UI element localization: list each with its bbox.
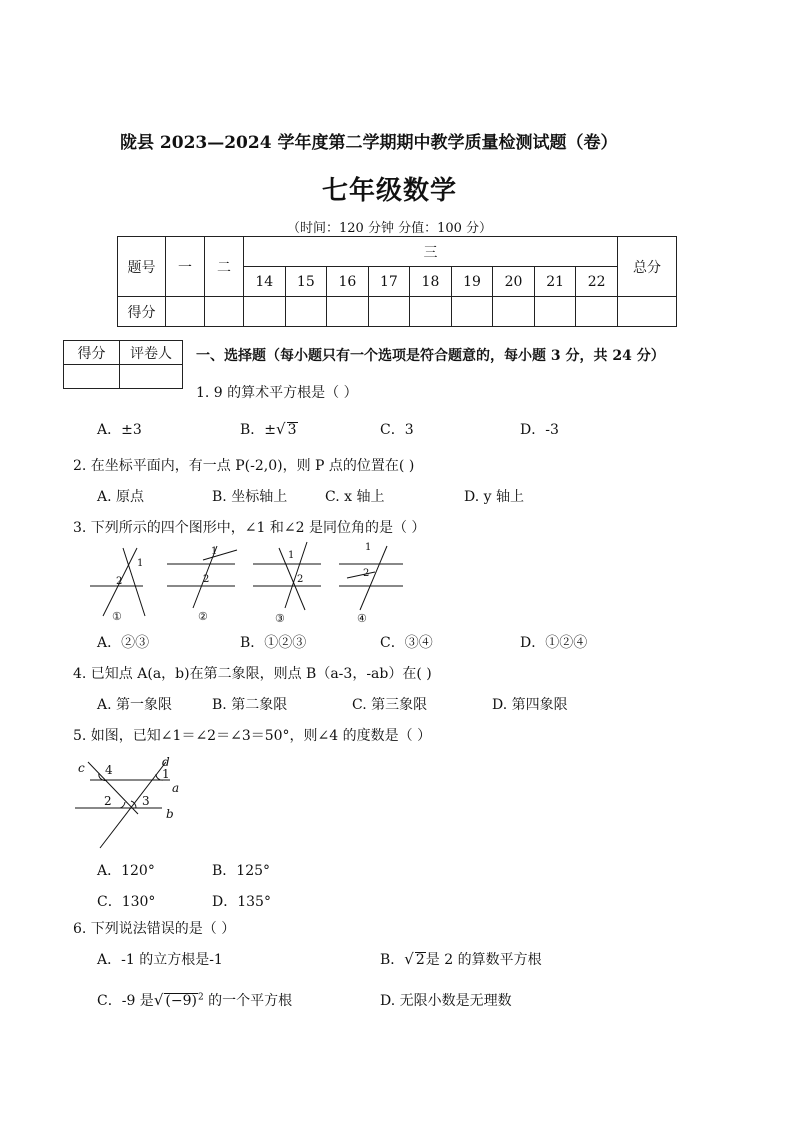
q5-option-d[interactable]: D．135°	[212, 894, 271, 910]
q3-fig3-angle2: 2	[297, 574, 304, 585]
col-sub-20: 20	[493, 267, 535, 297]
score-cell[interactable]	[534, 297, 576, 327]
q3-fig4-angle1: 1	[365, 542, 372, 553]
score-cell[interactable]	[244, 297, 286, 327]
score-cell[interactable]	[576, 297, 618, 327]
score-cell[interactable]	[285, 297, 327, 327]
col-sub-17: 17	[368, 267, 410, 297]
q6-option-b-suffix: 是 2 的算数平方根	[425, 952, 542, 968]
q3-fig3-angle1: 1	[288, 550, 295, 561]
q6-option-c-suffix: 的一个平方根	[203, 993, 293, 1009]
q1-option-b-prefix: B．±	[240, 422, 277, 438]
grader-box	[63, 340, 183, 389]
question-number-label: 题号	[118, 237, 166, 297]
q3-fig1-angle1: 1	[137, 558, 144, 569]
col-sub-22: 22	[576, 267, 618, 297]
q6-option-c[interactable]	[97, 990, 292, 1010]
grader-score-label: 得分	[64, 341, 120, 365]
col-sub-16: 16	[327, 267, 369, 297]
q6-option-b-radicand: 2	[415, 952, 425, 968]
q3-option-a[interactable]: A．②③	[97, 635, 150, 651]
q5-angle-1: 1	[162, 767, 170, 781]
score-cell[interactable]	[166, 297, 205, 327]
score-row-label: 得分	[118, 297, 166, 327]
q1-option-a[interactable]: A．±3	[97, 422, 142, 438]
q5-option-b[interactable]: B．125°	[212, 863, 271, 879]
q6-option-a[interactable]: A．-1 的立方根是-1	[97, 952, 223, 968]
q3-fig2-label: ②	[198, 610, 208, 623]
subject-title: 七年级数学	[322, 176, 458, 206]
q2-option-d[interactable]: D. y 轴上	[464, 489, 524, 505]
col-sub-21: 21	[534, 267, 576, 297]
q5-line-b: b	[166, 807, 174, 821]
q2-option-b[interactable]: B. 坐标轴上	[212, 489, 288, 505]
grader-score-cell[interactable]	[64, 365, 120, 389]
q3-fig1-label: ①	[112, 610, 122, 623]
col-sub-19: 19	[451, 267, 493, 297]
q3-stem: 3. 下列所示的四个图形中，∠1 和∠2 是同位角的是（ ）	[73, 520, 426, 536]
col-sub-15: 15	[285, 267, 327, 297]
q5-angle-2: 2	[104, 794, 112, 808]
q5-option-c[interactable]: C．130°	[97, 894, 156, 910]
q4-option-b[interactable]: B. 第二象限	[212, 697, 288, 713]
col-sub-18: 18	[410, 267, 452, 297]
q1-option-b-radicand: 3	[287, 422, 297, 438]
q3-option-b[interactable]: B．①②③	[240, 635, 307, 651]
q5-figure	[70, 752, 190, 852]
q4-option-c[interactable]: C. 第三象限	[352, 697, 428, 713]
col-total: 总分	[618, 237, 677, 297]
score-cell[interactable]	[205, 297, 244, 327]
col-section-1: 一	[166, 237, 205, 297]
score-cell[interactable]	[410, 297, 452, 327]
score-cell[interactable]	[493, 297, 535, 327]
radical-icon: √	[153, 991, 164, 1009]
q6-option-c-exponent: 2	[197, 992, 204, 1003]
q5-stem: 5. 如图，已知∠1＝∠2＝∠3＝50°，则∠4 的度数是（ ）	[73, 728, 432, 744]
col-sub-14: 14	[244, 267, 286, 297]
q2-option-a[interactable]: A. 原点	[97, 489, 145, 505]
q5-angle-3: 3	[142, 794, 150, 808]
radical-icon: √	[404, 950, 414, 968]
q2-stem: 2. 在坐标平面内，有一点 P(-2,0)，则 P 点的位置在( )	[73, 458, 415, 474]
col-section-2: 二	[205, 237, 244, 297]
exam-meta: （时间：120 分钟 分值：100 分）	[287, 221, 493, 236]
q1-option-c[interactable]: C．3	[380, 422, 414, 438]
q6-option-c-prefix: C．-9 是	[97, 993, 154, 1009]
q6-option-b[interactable]	[380, 949, 542, 969]
score-cell[interactable]	[451, 297, 493, 327]
q5-line-c: c	[78, 761, 85, 775]
q3-option-d[interactable]: D．①②④	[520, 635, 588, 651]
score-cell[interactable]	[327, 297, 369, 327]
q3-fig2-angle2: 2	[203, 574, 210, 585]
q6-stem: 6. 下列说法错误的是（ ）	[73, 921, 236, 937]
q4-stem: 4. 已知点 A(a，b)在第二象限，则点 B（a-3，-ab）在( )	[73, 666, 432, 682]
q5-line-d: d	[162, 755, 170, 769]
grader-name-cell[interactable]	[120, 365, 183, 389]
q6-option-b-prefix: B．	[380, 952, 405, 968]
score-cell[interactable]	[368, 297, 410, 327]
q3-figures	[85, 538, 415, 630]
score-table	[117, 236, 677, 327]
q6-option-d[interactable]: D. 无限小数是无理数	[380, 993, 512, 1009]
q2-option-c[interactable]: C. x 轴上	[325, 489, 385, 505]
q3-fig1-angle2: 2	[116, 576, 123, 587]
col-section-3: 三	[244, 237, 618, 267]
q5-line-a: a	[172, 781, 180, 795]
q3-fig3-label: ③	[275, 612, 285, 625]
q6-option-c-radicand: (−9)	[165, 993, 197, 1009]
q3-option-c[interactable]: C．③④	[380, 635, 433, 651]
q5-option-a[interactable]: A．120°	[97, 863, 155, 879]
score-cell[interactable]	[618, 297, 677, 327]
q3-fig4-label: ④	[357, 612, 367, 625]
q3-fig4-angle2: 2	[363, 568, 370, 579]
q4-option-d[interactable]: D. 第四象限	[492, 697, 568, 713]
q5-angle-4: 4	[105, 763, 113, 777]
exam-title: 陇县 2023—2024 学年度第二学期期中教学质量检测试题（卷）	[120, 133, 618, 153]
q3-fig2-angle1: 1	[211, 546, 218, 557]
radical-icon: √	[276, 420, 286, 438]
q1-option-b[interactable]	[240, 419, 298, 439]
q1-option-d[interactable]: D．-3	[520, 422, 559, 438]
grader-name-label: 评卷人	[120, 341, 183, 365]
q4-option-a[interactable]: A. 第一象限	[97, 697, 173, 713]
section-heading: 一、选择题（每小题只有一个选项是符合题意的，每小题 3 分，共 24 分）	[196, 348, 665, 364]
q1-stem: 1. 9 的算术平方根是（ ）	[196, 385, 358, 401]
